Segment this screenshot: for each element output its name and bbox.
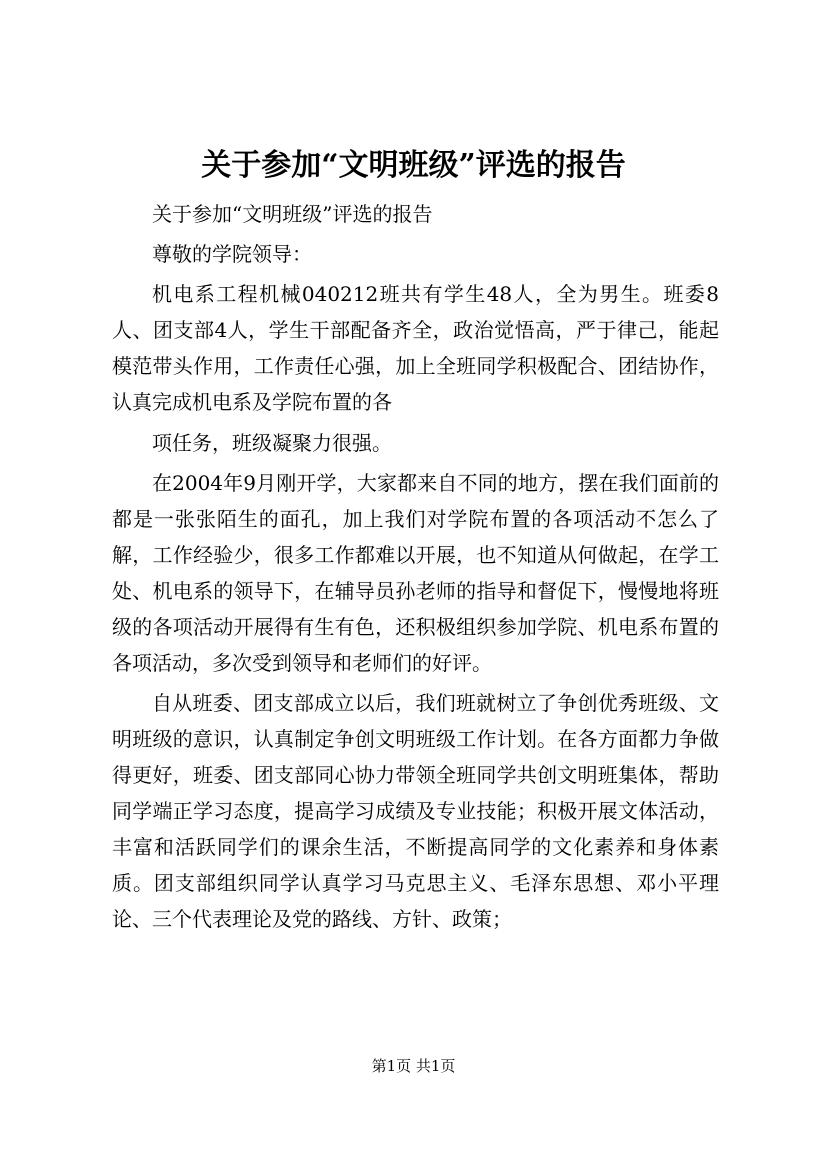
paragraph-class-committee: 自从班委、团支部成立以后，我们班就树立了争创优秀班级、文明班级的意识，认真制定争创文明班级工作计划。在各方面都力争做得更好，班委、团支部同心协力带领全班同学共创文明班集体，帮助同学端正学习态度，提高学习成绩及专业技能；积极开展文体活动，丰富和活跃同学们的课余生活，不断提高同学的文化素养和身体素质。团支部组织同学认真学习马克思主义、毛泽东思想、邓小平理论、三个代表理论及党的路线、方针、政策； [112, 690, 719, 931]
paragraph-subtitle: 关于参加“文明班级”评选的报告 [152, 202, 433, 226]
page-footer: 第1页 共1页 [371, 1057, 456, 1075]
paragraph-class-intro-continued: 项任务，班级凝聚力很强。 [152, 430, 392, 455]
paragraph-salutation: 尊敬的学院领导： [152, 242, 312, 267]
document-title: 关于参加“文明班级”评选的报告 [201, 148, 626, 183]
paragraph-2004-start: 在2004年9月刚开学，大家都来自不同的地方，摆在我们面前的都是一张张陌生的面孔，加上我们对学院布置的各项活动不怎么了解，工作经验少，很多工作都难以开展，也不知道从何做起，在学工处、机电系的领导下，在辅导员孙老师的指导和督促下，慢慢地将班级的各项活动开展得有生有色，还积极组织参加学院、机电系布置的各项活动，多次受到领导和老师们的好评。 [112, 470, 719, 675]
paragraph-class-intro: 机电系工程机械040212班共有学生48人，全为男生。班委8人、团支部4人，学生干部配备齐全，政治觉悟高，严于律己，能起模范带头作用，工作责任心强，加上全班同学积极配合、团结协作，认真完成机电系及学院布置的各 [112, 282, 719, 415]
document-body [112, 196, 719, 941]
